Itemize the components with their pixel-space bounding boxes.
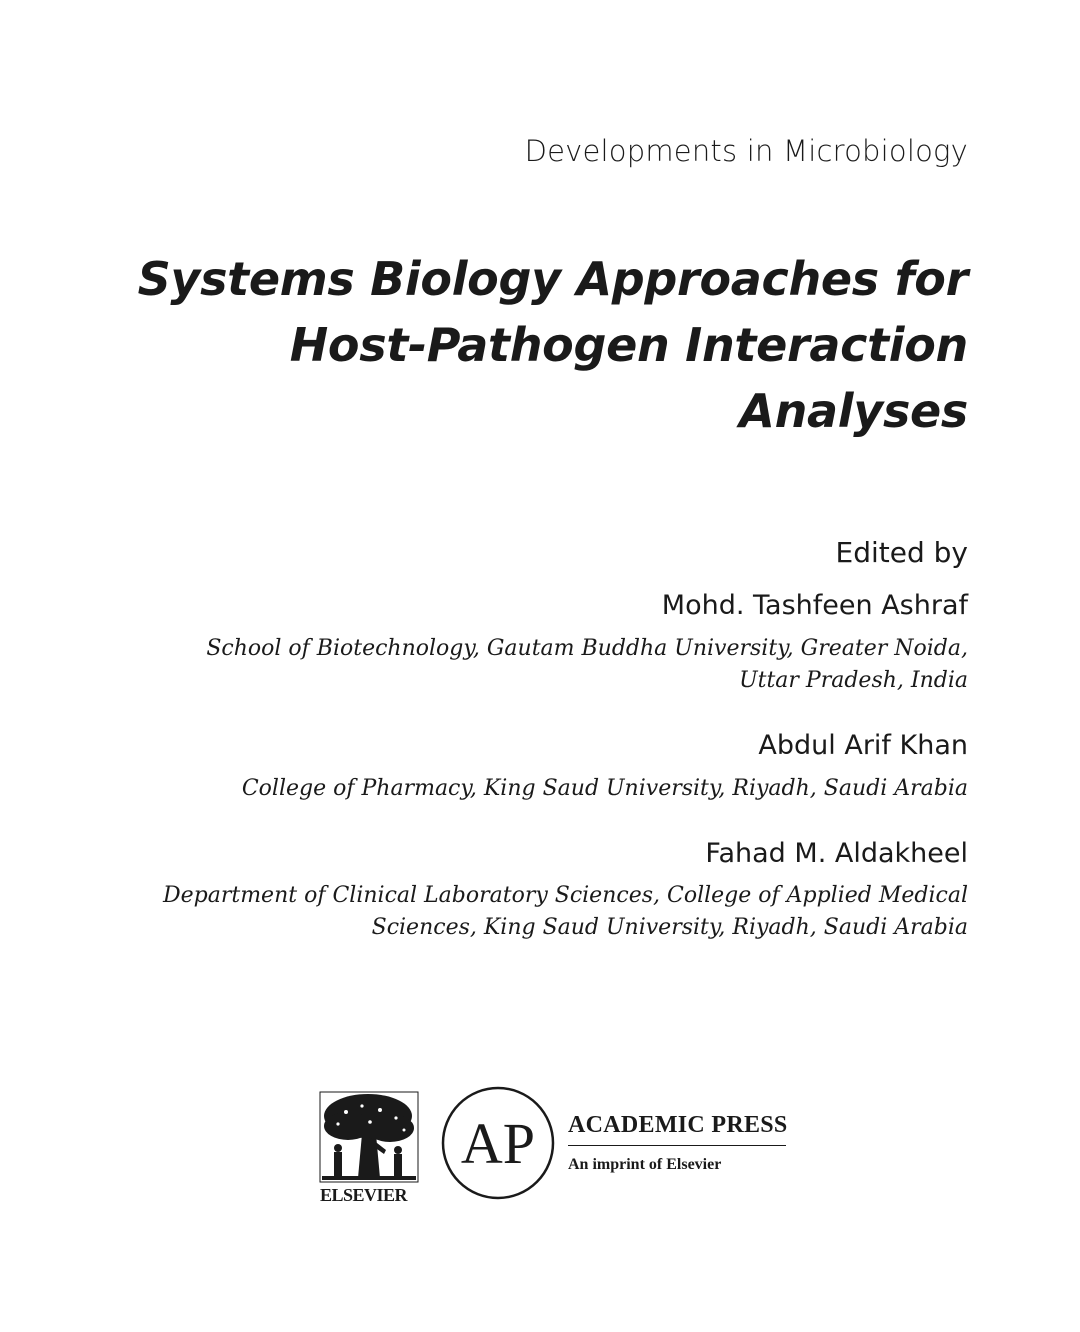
- affiliation-line: Uttar Pradesh, India: [739, 668, 968, 693]
- publisher-divider: [568, 1145, 786, 1146]
- editor-affiliation: [163, 880, 968, 944]
- editor-affiliation: [206, 633, 968, 697]
- edited-by-label: Edited by: [835, 536, 968, 569]
- elsevier-wordmark: ELSEVIER: [320, 1185, 408, 1205]
- editor-name: Abdul Arif Khan: [758, 730, 968, 761]
- book-title-line: Analyses: [739, 384, 968, 438]
- ap-monogram: AP: [460, 1111, 536, 1176]
- academic-press-ap-logo-icon: [440, 1085, 556, 1201]
- editor-affiliation: [242, 773, 968, 805]
- affiliation-line: Sciences, King Saud University, Riyadh, Saudi Arabia: [371, 915, 968, 940]
- affiliation-line: School of Biotechnology, Gautam Buddha University, Greater Noida,: [206, 636, 968, 661]
- editor-name: Fahad M. Aldakheel: [705, 838, 968, 869]
- book-title-line: Host-Pathogen Interaction: [289, 318, 968, 372]
- affiliation-line: Department of Clinical Laboratory Sciences, College of Applied Medical: [162, 883, 968, 908]
- book-title: [138, 246, 968, 444]
- affiliation-line: College of Pharmacy, King Saud University, Riyadh, Saudi Arabia: [241, 776, 968, 801]
- editor-name: Mohd. Tashfeen Ashraf: [661, 590, 968, 621]
- book-title-line: Systems Biology Approaches for: [137, 252, 968, 306]
- series-title: Developments in Microbiology: [524, 134, 968, 168]
- academic-press-name: ACADEMIC PRESS: [568, 1112, 788, 1138]
- imprint-line: An imprint of Elsevier: [568, 1156, 722, 1173]
